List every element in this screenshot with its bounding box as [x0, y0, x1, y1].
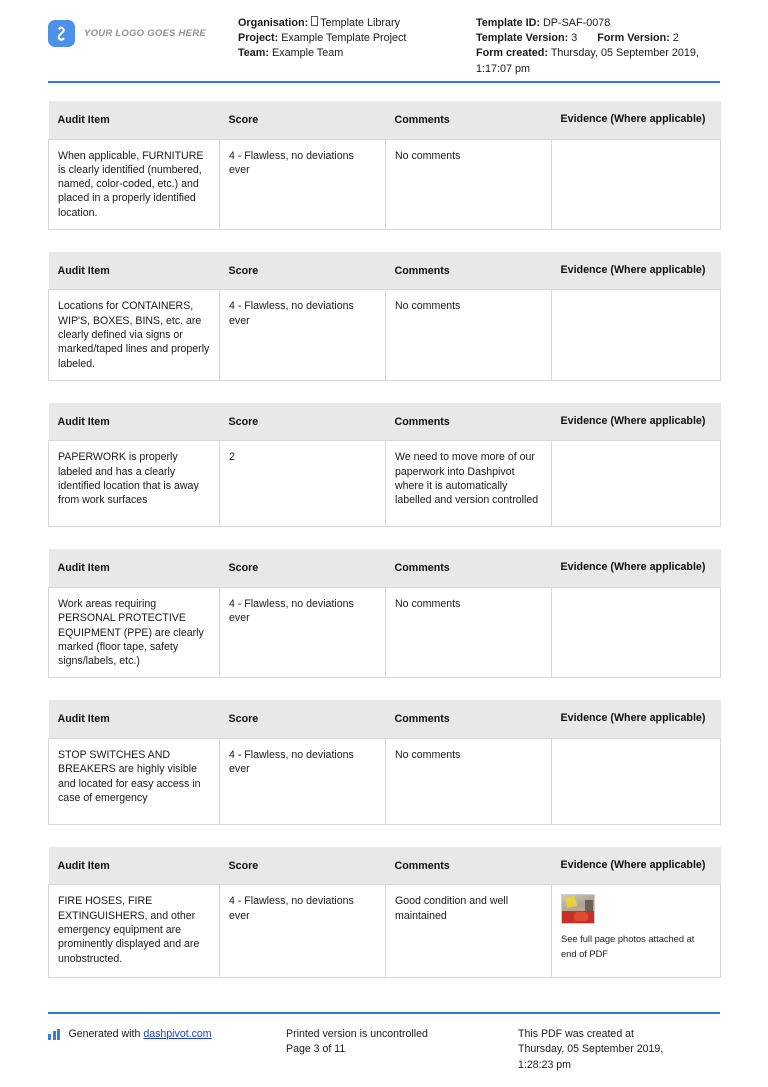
missing-glyph-icon	[311, 16, 318, 26]
dashpivot-link[interactable]: dashpivot.com	[143, 1028, 212, 1041]
form-version-value: 2	[672, 32, 679, 45]
cell-comments: Good condition and well maintained	[386, 885, 552, 978]
audit-blocks	[48, 83, 720, 978]
organisation-line	[238, 16, 476, 31]
column-header-evidence: Evidence (Where applicable)	[552, 700, 721, 738]
swirl-logo-icon	[48, 20, 75, 47]
column-header-evidence: Evidence (Where applicable)	[552, 847, 721, 885]
cell-evidence	[552, 290, 721, 380]
project-label: Project:	[238, 32, 279, 45]
form-created-time: 1:17:07 pm	[476, 62, 531, 75]
table-row	[49, 587, 721, 677]
template-id-label: Template ID:	[476, 17, 540, 29]
cell-comments: No comments	[386, 290, 552, 380]
column-header-score: Score	[220, 847, 386, 885]
column-header-score: Score	[220, 101, 386, 139]
audit-block	[48, 252, 721, 381]
column-header-comments: Comments	[386, 847, 552, 885]
project-value: Example Template Project	[281, 32, 407, 45]
column-header-audit-item: Audit Item	[49, 252, 220, 290]
logo-block	[48, 16, 238, 47]
footer-generated-prefix: Generated with	[68, 1028, 141, 1041]
column-header-score: Score	[220, 252, 386, 290]
cell-evidence	[552, 885, 721, 978]
footer-generated-block	[48, 1027, 286, 1042]
form-created-label: Form created:	[476, 47, 548, 60]
page-number: Page 3 of 11	[286, 1043, 346, 1056]
column-header-score: Score	[220, 700, 386, 738]
cell-score: 2	[220, 441, 386, 527]
table-row	[49, 441, 721, 527]
column-header-comments: Comments	[386, 700, 552, 738]
footer-divider	[48, 1012, 720, 1014]
table-row	[49, 738, 721, 824]
cell-score: 4 - Flawless, no deviations ever	[220, 587, 386, 677]
column-header-comments: Comments	[386, 403, 552, 441]
audit-block	[48, 101, 721, 230]
table-header-row	[49, 549, 721, 587]
team-label: Team:	[238, 47, 269, 60]
column-header-evidence: Evidence (Where applicable)	[552, 403, 721, 441]
table-row	[49, 885, 721, 978]
fire-equipment-photo-thumbnail[interactable]	[561, 894, 595, 924]
cell-evidence	[552, 441, 721, 527]
table-row	[49, 290, 721, 380]
column-header-evidence: Evidence (Where applicable)	[552, 252, 721, 290]
table-header-row	[49, 252, 721, 290]
column-header-score: Score	[220, 403, 386, 441]
column-header-evidence: Evidence (Where applicable)	[552, 101, 721, 139]
audit-block	[48, 847, 721, 979]
table-header-row	[49, 403, 721, 441]
column-header-comments: Comments	[386, 101, 552, 139]
pdf-created-time: 1:28:23 pm	[518, 1058, 572, 1071]
cell-evidence	[552, 738, 721, 824]
header-meta-left	[238, 16, 476, 62]
evidence-caption: See full page photos attached at end of PDF	[561, 934, 695, 959]
table-header-row	[49, 847, 721, 885]
printed-version-notice: Printed version is uncontrolled	[286, 1028, 428, 1041]
audit-block	[48, 403, 721, 528]
footer-pdf-created-block	[518, 1027, 720, 1073]
cell-score: 4 - Flawless, no deviations ever	[220, 290, 386, 380]
pdf-created-date: Thursday, 05 September 2019,	[518, 1043, 664, 1056]
team-value: Example Team	[272, 47, 344, 60]
column-header-audit-item: Audit Item	[49, 101, 220, 139]
column-header-audit-item: Audit Item	[49, 549, 220, 587]
table-row	[49, 139, 721, 229]
cell-score: 4 - Flawless, no deviations ever	[220, 139, 386, 229]
cell-audit-item: STOP SWITCHES AND BREAKERS are highly visible and located for easy access in case of emergency	[49, 738, 220, 824]
cell-audit-item: Locations for CONTAINERS, WIP'S, BOXES, BINS, etc. are clearly defined via signs or marked/taped lines and properly labeled.	[49, 290, 220, 380]
column-header-score: Score	[220, 549, 386, 587]
cell-evidence	[552, 139, 721, 229]
cell-audit-item: PAPERWORK is properly labeled and has a clearly identified location that is away from work surfaces	[49, 441, 220, 527]
template-id-value: DP-SAF-0078	[543, 17, 611, 29]
column-header-audit-item: Audit Item	[49, 403, 220, 441]
table-header-row	[49, 101, 721, 139]
organisation-label: Organisation:	[238, 17, 309, 29]
template-id-line	[476, 16, 720, 31]
header-meta-right	[476, 16, 720, 77]
template-version-value: 3	[571, 32, 578, 45]
column-header-comments: Comments	[386, 549, 552, 587]
form-version-label: Form Version:	[597, 32, 670, 45]
cell-comments: No comments	[386, 587, 552, 677]
bar-chart-icon	[48, 1029, 62, 1040]
cell-comments: We need to move more of our paperwork into Dashpivot where it is automatically labelled and version controlled	[386, 441, 552, 527]
audit-block	[48, 549, 721, 678]
cell-score: 4 - Flawless, no deviations ever	[220, 738, 386, 824]
cell-evidence	[552, 587, 721, 677]
column-header-comments: Comments	[386, 252, 552, 290]
cell-audit-item: Work areas requiring PERSONAL PROTECTIVE EQUIPMENT (PPE) are clearly marked (floor tape, safety signs/labels, etc.)	[49, 587, 220, 677]
form-created-line	[476, 46, 720, 61]
cell-comments: No comments	[386, 738, 552, 824]
cell-score: 4 - Flawless, no deviations ever	[220, 885, 386, 978]
table-header-row	[49, 700, 721, 738]
document-header	[48, 0, 720, 75]
column-header-evidence: Evidence (Where applicable)	[552, 549, 721, 587]
document-footer	[48, 1012, 720, 1073]
column-header-audit-item: Audit Item	[49, 847, 220, 885]
cell-audit-item: FIRE HOSES, FIRE EXTINGUISHERS, and other emergency equipment are prominently displayed and are unobstructed.	[49, 885, 220, 978]
footer-print-notice-block	[286, 1027, 518, 1058]
logo-text: YOUR LOGO GOES HERE	[84, 28, 206, 39]
version-line	[476, 31, 720, 46]
pdf-created-label: This PDF was created at	[518, 1028, 634, 1041]
cell-audit-item: When applicable, FURNITURE is clearly identified (numbered, named, color-coded, etc.) and placed in a properly identified location.	[49, 139, 220, 229]
organisation-value: Template Library	[320, 17, 400, 29]
column-header-audit-item: Audit Item	[49, 700, 220, 738]
cell-comments: No comments	[386, 139, 552, 229]
team-line	[238, 46, 476, 61]
project-line	[238, 31, 476, 46]
template-version-label: Template Version:	[476, 32, 569, 45]
audit-block	[48, 700, 721, 825]
form-created-value: Thursday, 05 September 2019,	[550, 47, 699, 60]
